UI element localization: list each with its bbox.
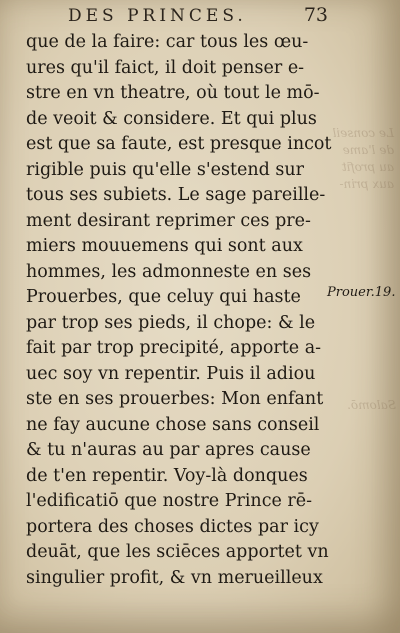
text-line: de veoit & considere. Et qui plus [26,108,317,129]
text-line: stre en vn theatre, où tout le mō- [26,83,320,103]
text-line: singulier profit, & vn merueilleux [26,567,323,588]
page-number: 73 [303,4,328,26]
text-line: Prouerbes, que celuy qui haste [26,287,301,307]
text-line: ne fay aucune chose sans conseil [26,414,320,435]
text-line: hommes, les admonneste en ses [26,261,312,282]
text-line: tous ses subiets. Le sage pareille- [26,185,326,205]
text-line: est que sa faute, est presque incot [26,134,332,154]
text-line: deuāt, que les sciēces apportet vn [26,542,329,562]
text-line: ures qu'il faict, il doit penser e- [26,57,305,78]
marginal-reference: Prouer.19. [327,285,396,300]
running-header [68,4,328,30]
show-through-text: Le conseil de l'ame au profit aux prin- [332,126,394,191]
text-line: & tu n'auras au par apres cause [26,440,311,460]
text-line: rigible puis qu'elle s'estend sur [26,159,305,180]
show-through-text-lower: Salomō. [347,398,396,412]
text-line: l'edificatiō que nostre Prince rē- [26,491,313,511]
text-line: que de la faire: car tous les œu- [26,32,309,52]
running-head: DES PRINCES. [68,6,247,26]
text-line: portera des choses dictes par icy [26,516,319,537]
text-line: par trop ses pieds, il chope: & le [26,312,316,333]
text-line: ment desirant reprimer ces pre- [26,210,311,231]
text-line: ste en ses prouerbes: Mon enfant [26,389,324,409]
text-line: uec soy vn repentir. Puis il adiou [26,363,316,384]
text-line: miers mouuemens qui sont aux [26,236,303,256]
text-line: fait par trop precipité, apporte a- [26,338,322,358]
body-text [26,30,332,591]
text-line: de t'en repentir. Voy-là donques [26,465,308,486]
